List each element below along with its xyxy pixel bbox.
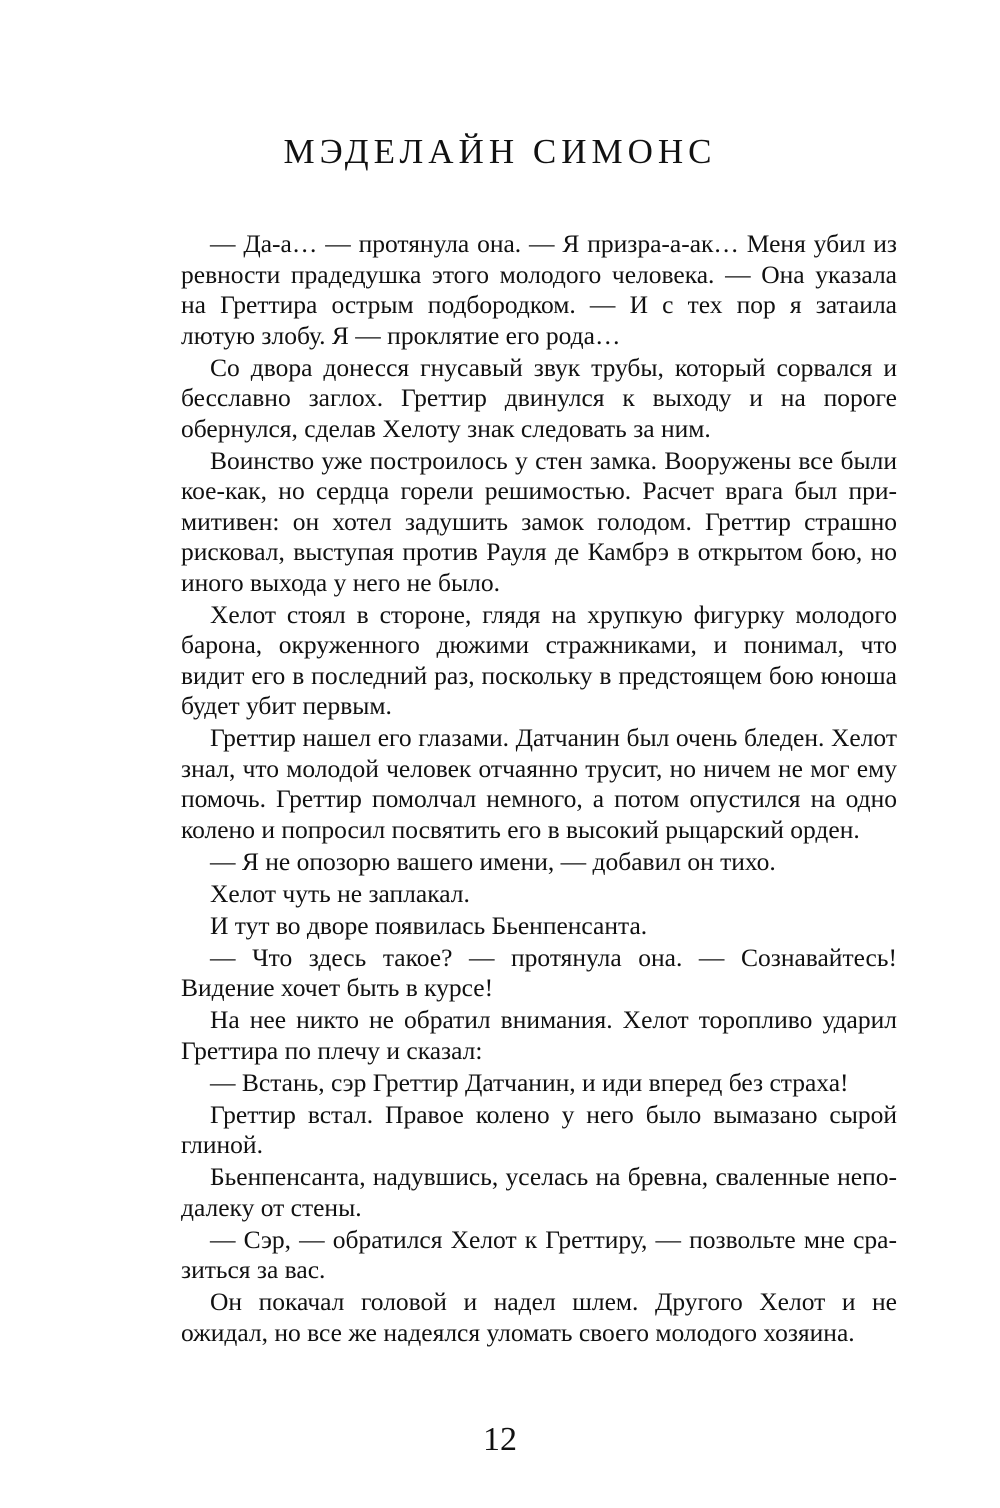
paragraph: Со двора донесся гнусавый звук трубы, который сорвался и бесславно заглох. Греттир двинулся к выходу и на пороге обернулся, сделав Хелоту знак следовать за ним. bbox=[181, 352, 897, 443]
paragraph: — Сэр, — обратился Хелот к Греттиру, — позвольте мне сразиться за вас. bbox=[181, 1224, 897, 1284]
paragraph: Греттир встал. Правое колено у него было вымазано сырой глиной. bbox=[181, 1099, 897, 1159]
paragraph: — Встань, сэр Греттир Датчанин, и иди вперед без страха! bbox=[210, 1067, 849, 1097]
paragraph: — Да-а… — протянула она. — Я призра-а-ак… Меня убил из ревности прадедушка этого молодого человека. — Она указала на Греттира острым подбородком. — И с тех пор я затаила лютую злобу. Я — проклятие его рода… bbox=[181, 229, 897, 350]
running-title: МЭДЕЛАЙН СИМОНС bbox=[283, 132, 717, 171]
paragraph: На нее никто не обратил внимания. Хелот торопливо ударил Греттира по плечу и сказал: bbox=[181, 1005, 897, 1065]
page-number: 12 bbox=[483, 1421, 517, 1458]
paragraph: Бьенпенсанта, надувшись, уселась на бревна, сваленные неподалеку от стены. bbox=[181, 1162, 897, 1222]
paragraph: Он покачал головой и надел шлем. Другого Хелот и не ожидал, но все же надеялся уломать своего молодого хозяина. bbox=[181, 1287, 897, 1347]
paragraph: И тут во дворе появилась Бьенпенсанта. bbox=[210, 910, 648, 940]
paragraph: Воинство уже построилось у стен замка. Вооружены все были кое-как, но сердца горели решимостью. Расчет врага был примитивен: он хотел задушить замок голодом. Греттир страшно рисковал, выступая против Рауля де Камбрэ в открытом бою, но иного выхода у него не было. bbox=[181, 445, 897, 597]
paragraph: Греттир нашел его глазами. Датчанин был очень бледен. Хелот знал, что молодой человек отчаянно трусит, но ничем не мог ему помочь. Греттир помолчал немного, а потом опустился на одно колено и попросил посвятить его в высокий рыцарский орден. bbox=[181, 723, 897, 844]
paragraph: — Что здесь такое? — протянула она. — Сознавайтесь! Видение хочет быть в курсе! bbox=[181, 942, 897, 1002]
paragraph: Хелот чуть не заплакал. bbox=[210, 878, 470, 908]
body-text bbox=[181, 229, 897, 1350]
paragraph: — Я не опозорю вашего имени, — добавил он тихо. bbox=[210, 846, 776, 876]
paragraph: Хелот стоял в стороне, глядя на хрупкую фигурку молодого барона, окруженного дюжими стражниками, и понимал, что видит его в последний раз, поскольку в предстоящем бою юноша будет убит первым. bbox=[181, 599, 897, 720]
